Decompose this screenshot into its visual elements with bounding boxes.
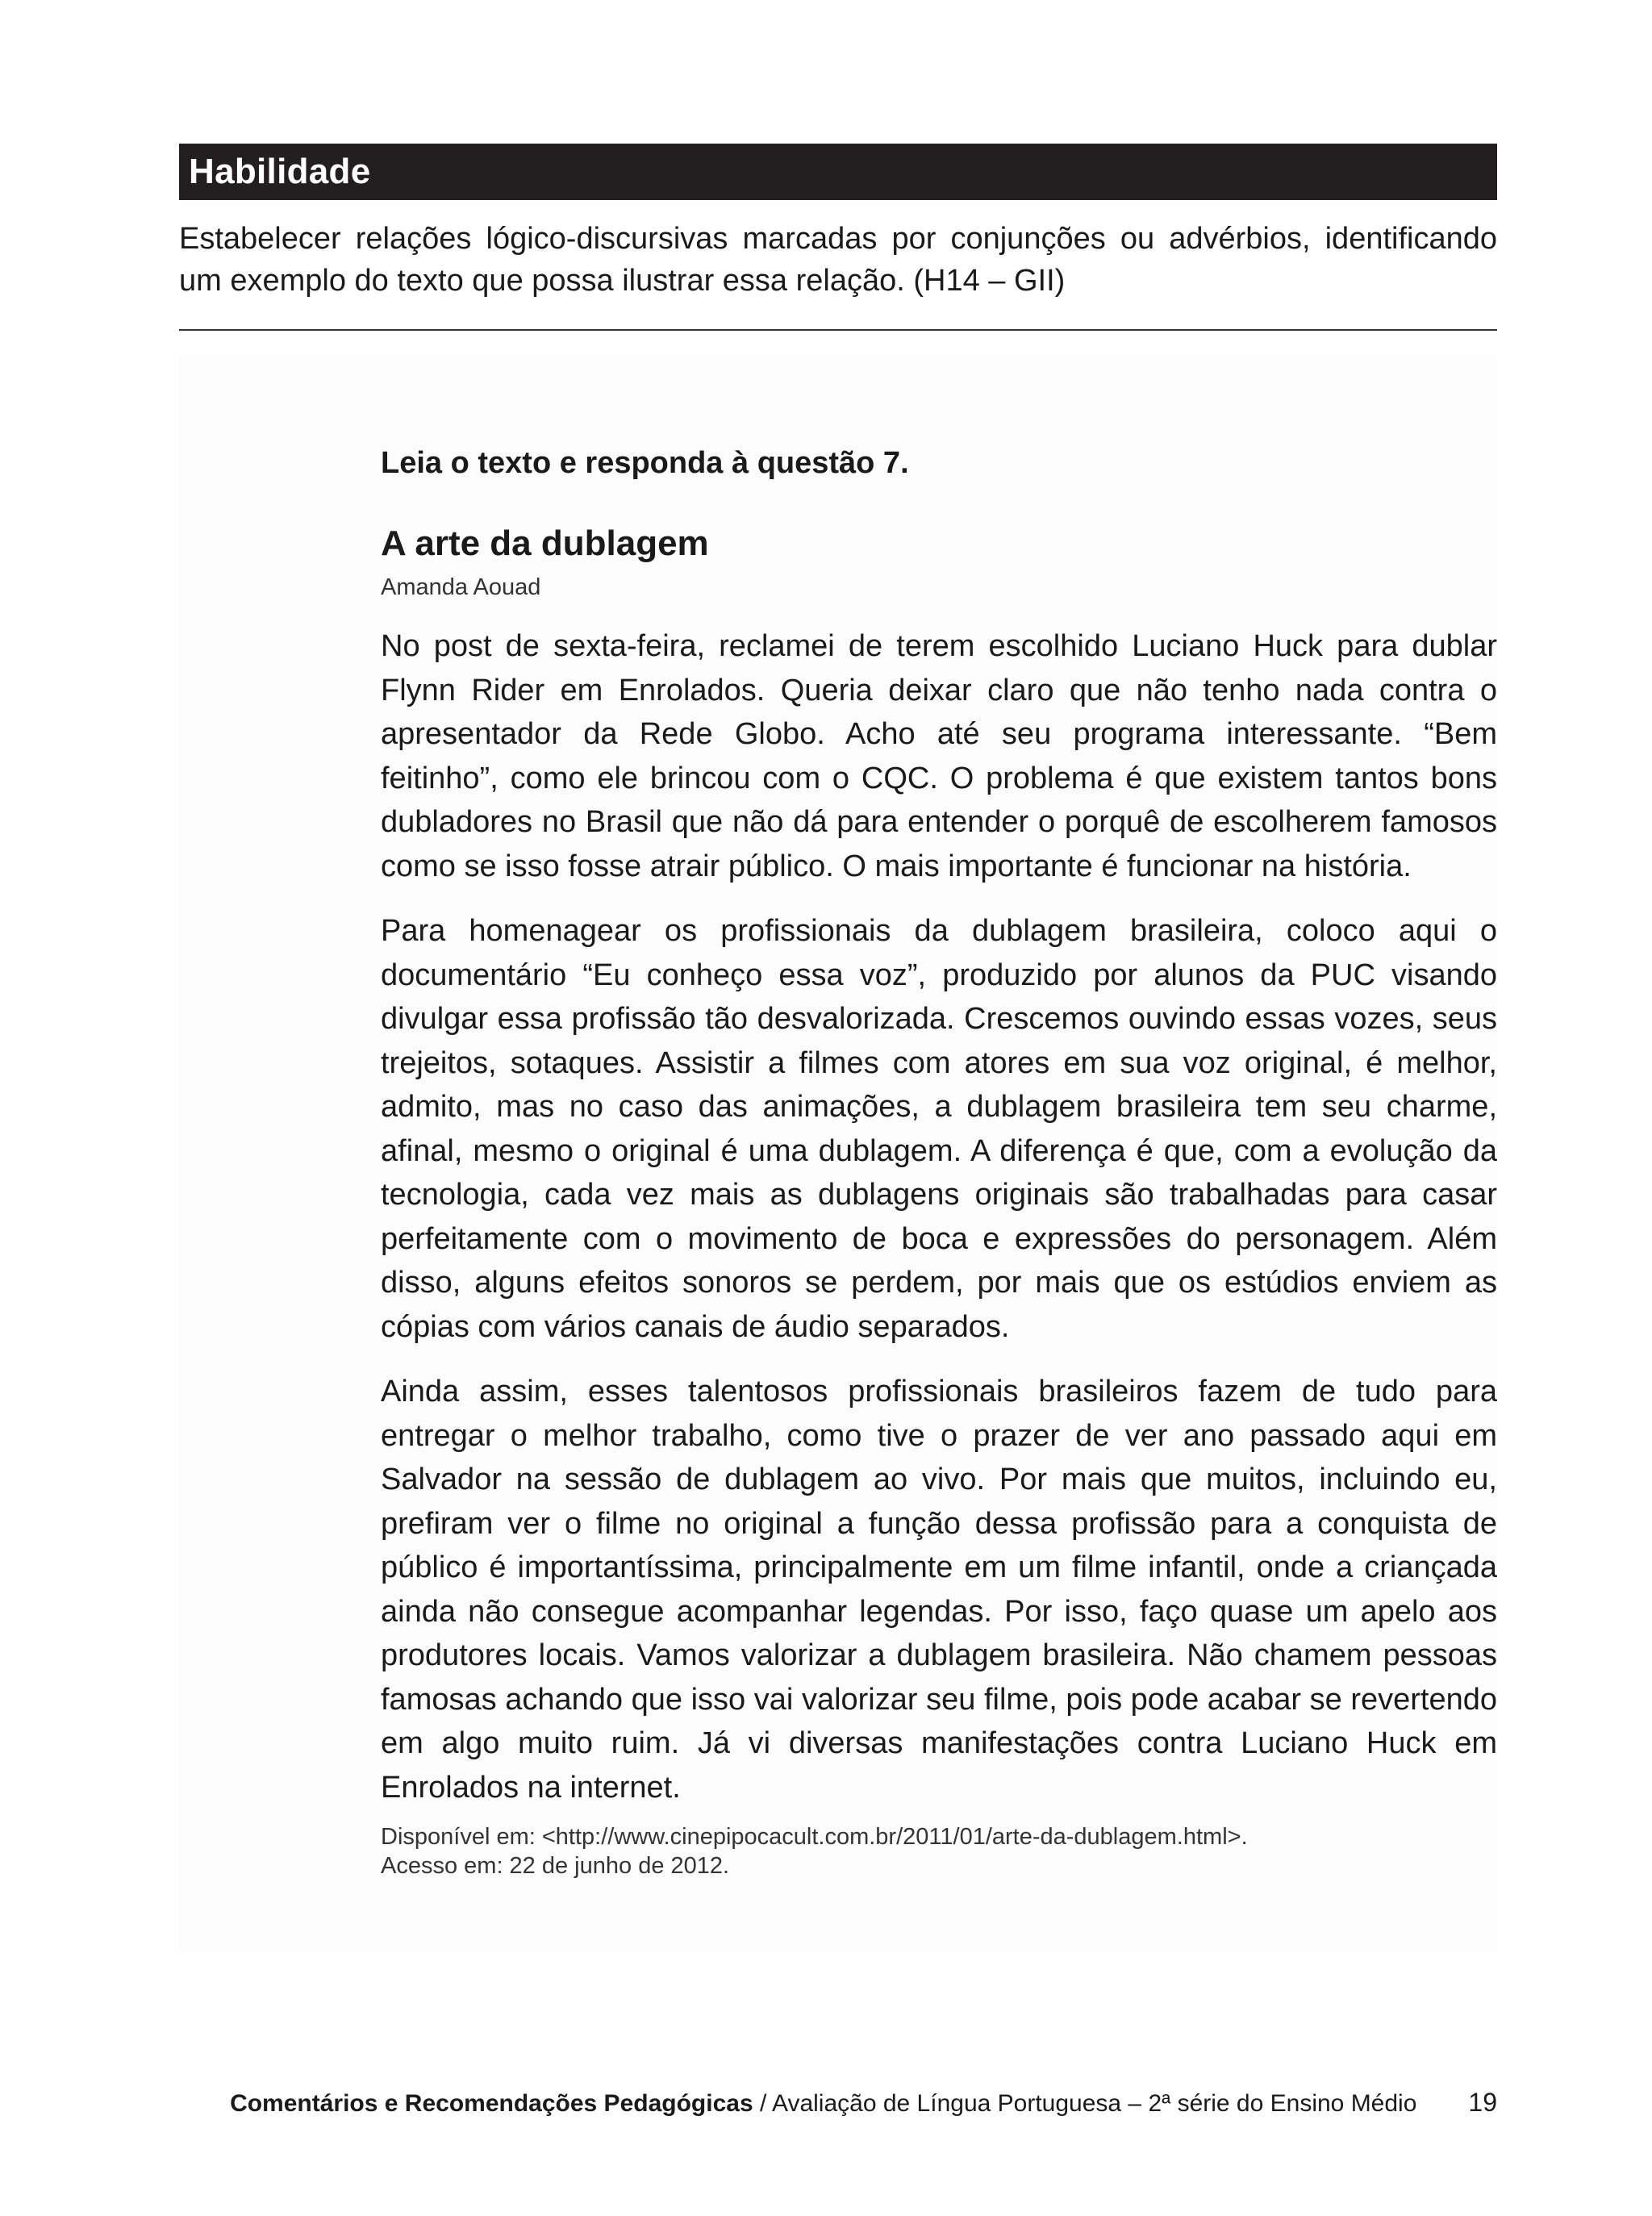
article-paragraph: Para homenagear os profissionais da dublagem brasileira, coloco aqui o documentário “Eu conheço essa voz”, produzido por alunos da PUC visando divulgar essa profissão tão desvalorizada. Crescemos ouvindo essas vozes, seus trejeitos, sotaques. Assistir a filmes com atores em sua voz original, é melhor, admito, mas no caso das animações, a dublagem brasileira tem seu charme, afinal, mesmo o original é uma dublagem. A diferença é que, com a evolução da tecnologia, cada vez mais as dublagens originais são trabalhadas para casar perfeitamente com o movimento de boca e expressões do personagem. Além disso, alguns efeitos sonoros se perdem, por mais que os estúdios enviem as cópias com vários canais de áudio separados. — [381, 914, 1497, 1344]
question-instruction: Leia o texto e responda à questão 7. — [381, 446, 909, 480]
page-footer — [179, 2086, 1497, 2120]
article-paragraph: No post de sexta-feira, reclamei de terem escolhido Luciano Huck para dublar Flynn Rider em Enrolados. Queria deixar claro que não tenho nada contra o apresentador da Rede Globo. Acho até seu programa interessante. “Bem feitinho”, como ele brincou com o CQC. O problema é que existem tantos bons dubladores no Brasil que não dá para entender o porquê de escolherem famosos como se isso fosse atrair público. O mais importante é funcionar na história. — [381, 629, 1497, 883]
footer-publication-title: Comentários e Recomendações Pedagógicas — [230, 2090, 753, 2117]
page-number: 19 — [1468, 2088, 1497, 2117]
habilidade-header — [179, 144, 1497, 200]
source-access-date: Acesso em: 22 de junho de 2012. — [381, 1853, 730, 1879]
article-author: Amanda Aouad — [381, 574, 541, 600]
footer-subtitle: / Avaliação de Língua Portuguesa – 2ª série do Ensino Médio — [753, 2090, 1417, 2117]
section-divider — [179, 329, 1497, 331]
source-url-line: Disponível em: <http://www.cinepipocacult.com.br/2011/01/arte-da-dublagem.html>. — [381, 1824, 1248, 1850]
source-citation — [381, 1822, 1497, 1880]
habilidade-description: Estabelecer relações lógico-discursivas marcadas por conjunções ou advérbios, identificando um exemplo do texto que possa ilustrar essa relação. (H14 – GII) — [179, 222, 1497, 298]
reading-content — [381, 442, 1497, 1880]
article-paragraph: Ainda assim, esses talentosos profissionais brasileiros fazem de tudo para entregar o melhor trabalho, como tive o prazer de ver ano passado aqui em Salvador na sessão de dublagem ao vivo. Por mais que muitos, incluindo eu, prefiram ver o filme no original a função dessa profissão para a conquista de público é importantíssima, principalmente em um filme infantil, onde a criançada ainda não consegue acompanhar legendas. Por isso, faço quase um apelo aos produtores locais. Vamos valorizar a dublagem brasileira. Não chamem pessoas famosas achando que isso vai valorizar seu filme, pois pode acabar se revertendo em algo muito ruim. Já vi diversas manifestações contra Luciano Huck em Enrolados na internet. — [381, 1375, 1497, 1805]
article-title: A arte da dublagem — [381, 524, 709, 563]
habilidade-heading: Habilidade — [189, 152, 371, 191]
